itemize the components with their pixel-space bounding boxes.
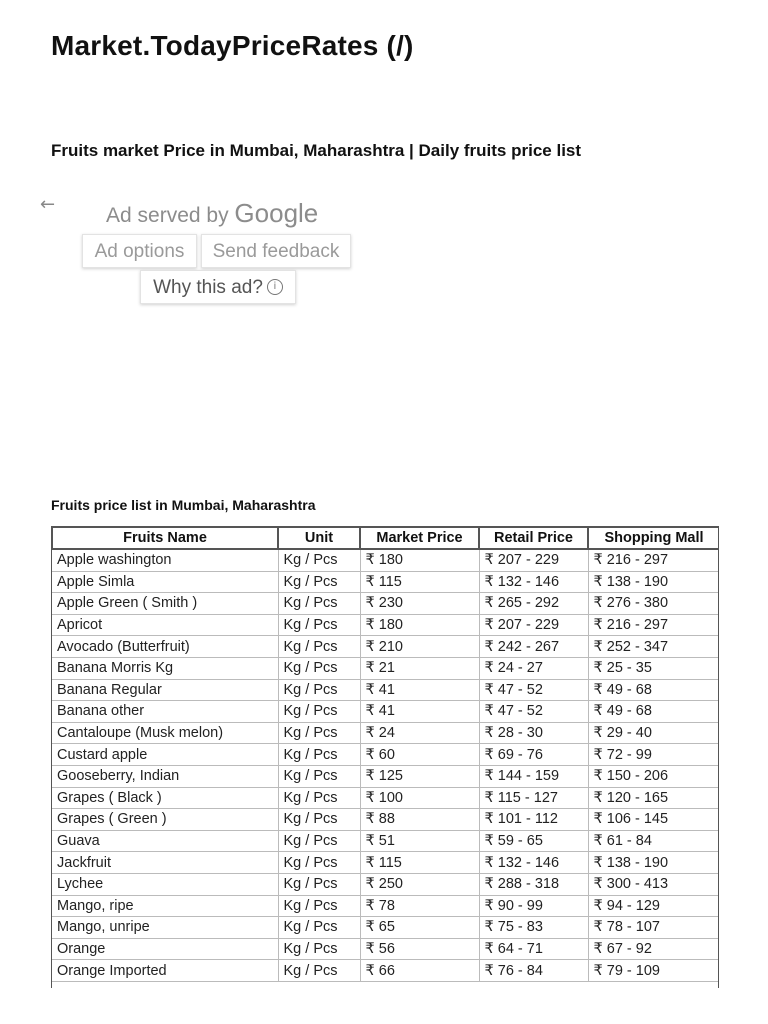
cell-retail-price: ₹ 101 - 112	[479, 809, 588, 831]
cell-retail-price: ₹ 59 - 65	[479, 830, 588, 852]
cell-unit: Kg / Pcs	[278, 895, 360, 917]
cell-retail-price: ₹ 132 - 146	[479, 852, 588, 874]
cell-shopping-mall: ₹ 276 - 380	[588, 593, 719, 615]
table-row	[52, 938, 719, 960]
cell-shopping-mall: ₹ 216 - 297	[588, 614, 719, 636]
ad-served-by	[106, 198, 318, 229]
cell-shopping-mall: ₹ 49 - 68	[588, 679, 719, 701]
cell-fruit-name: Cantaloupe (Musk melon)	[52, 722, 278, 744]
table-row	[52, 636, 719, 658]
cell-market-price: ₹ 115	[360, 571, 479, 593]
cell-fruit-name: Grapes ( Green )	[52, 809, 278, 831]
cell-market-price: ₹ 115	[360, 852, 479, 874]
cell-retail-price: ₹ 288 - 318	[479, 873, 588, 895]
info-circle-icon: i	[267, 279, 283, 295]
cell-fruit-name: Gooseberry, Indian	[52, 765, 278, 787]
cell-retail-price: ₹ 207 - 229	[479, 549, 588, 571]
cell-market-price: ₹ 78	[360, 895, 479, 917]
table-row	[52, 895, 719, 917]
cell-fruit-name: Banana Regular	[52, 679, 278, 701]
cell-retail-price: ₹ 24 - 27	[479, 657, 588, 679]
cell-shopping-mall: ₹ 106 - 145	[588, 809, 719, 831]
why-this-ad-button[interactable]	[140, 270, 296, 304]
cell-shopping-mall: ₹ 25 - 35	[588, 657, 719, 679]
table-row	[52, 873, 719, 895]
ad-served-label: Ad served by	[106, 204, 229, 227]
table-row	[52, 917, 719, 939]
cell-retail-price: ₹ 47 - 52	[479, 701, 588, 723]
table-row	[52, 744, 719, 766]
cell-unit: Kg / Pcs	[278, 765, 360, 787]
cell-market-price: ₹ 41	[360, 701, 479, 723]
cell-fruit-name: Custard apple	[52, 744, 278, 766]
cell-unit: Kg / Pcs	[278, 593, 360, 615]
cell-shopping-mall: ₹ 138 - 190	[588, 571, 719, 593]
cell-retail-price: ₹ 76 - 84	[479, 960, 588, 982]
cell-shopping-mall: ₹ 67 - 92	[588, 938, 719, 960]
google-logo: Google	[234, 198, 319, 228]
cell-market-price: ₹ 21	[360, 657, 479, 679]
cell-shopping-mall: ₹ 216 - 297	[588, 549, 719, 571]
cell-retail-price: ₹ 90 - 99	[479, 895, 588, 917]
cell-retail-price: ₹ 207 - 229	[479, 614, 588, 636]
cell-retail-price: ₹ 115 - 127	[479, 787, 588, 809]
cell-shopping-mall: ₹ 252 - 347	[588, 636, 719, 658]
cell-retail-price: ₹ 64 - 71	[479, 938, 588, 960]
cell-retail-price: ₹ 265 - 292	[479, 593, 588, 615]
cell-retail-price: ₹ 69 - 76	[479, 744, 588, 766]
cell-market-price: ₹ 180	[360, 614, 479, 636]
table-row	[52, 787, 719, 809]
cell-fruit-name: Apple washington	[52, 549, 278, 571]
table-row	[52, 571, 719, 593]
header-unit: Unit	[278, 527, 360, 549]
cell-fruit-name: Banana other	[52, 701, 278, 723]
cell-shopping-mall: ₹ 72 - 99	[588, 744, 719, 766]
cell-retail-price: ₹ 242 - 267	[479, 636, 588, 658]
cell-market-price: ₹ 56	[360, 938, 479, 960]
cell-fruit-name: Avocado (Butterfruit)	[52, 636, 278, 658]
cell-unit: Kg / Pcs	[278, 636, 360, 658]
cell-unit: Kg / Pcs	[278, 722, 360, 744]
table-body	[52, 549, 719, 981]
cell-market-price: ₹ 230	[360, 593, 479, 615]
cell-unit: Kg / Pcs	[278, 873, 360, 895]
table-header-row	[52, 527, 719, 549]
why-this-ad-label: Why this ad?	[153, 277, 263, 298]
table-row	[52, 701, 719, 723]
cell-unit: Kg / Pcs	[278, 744, 360, 766]
cell-fruit-name: Apricot	[52, 614, 278, 636]
cell-unit: Kg / Pcs	[278, 657, 360, 679]
price-table	[51, 526, 719, 982]
cell-market-price: ₹ 41	[360, 679, 479, 701]
cell-unit: Kg / Pcs	[278, 809, 360, 831]
cell-unit: Kg / Pcs	[278, 917, 360, 939]
cell-fruit-name: Jackfruit	[52, 852, 278, 874]
cell-market-price: ₹ 100	[360, 787, 479, 809]
cell-shopping-mall: ₹ 150 - 206	[588, 765, 719, 787]
cell-unit: Kg / Pcs	[278, 830, 360, 852]
cell-unit: Kg / Pcs	[278, 852, 360, 874]
header-fruits-name: Fruits Name	[52, 527, 278, 549]
cell-shopping-mall: ₹ 120 - 165	[588, 787, 719, 809]
cell-market-price: ₹ 250	[360, 873, 479, 895]
table-row	[52, 614, 719, 636]
cell-retail-price: ₹ 144 - 159	[479, 765, 588, 787]
cell-shopping-mall: ₹ 79 - 109	[588, 960, 719, 982]
cell-fruit-name: Banana Morris Kg	[52, 657, 278, 679]
table-row	[52, 679, 719, 701]
cell-market-price: ₹ 60	[360, 744, 479, 766]
cell-unit: Kg / Pcs	[278, 938, 360, 960]
cell-fruit-name: Mango, unripe	[52, 917, 278, 939]
cell-unit: Kg / Pcs	[278, 571, 360, 593]
cell-fruit-name: Guava	[52, 830, 278, 852]
cell-fruit-name: Orange Imported	[52, 960, 278, 982]
cell-unit: Kg / Pcs	[278, 549, 360, 571]
cell-market-price: ₹ 51	[360, 830, 479, 852]
arrow-left-icon[interactable]: ←	[40, 194, 56, 215]
cell-shopping-mall: ₹ 49 - 68	[588, 701, 719, 723]
cell-unit: Kg / Pcs	[278, 679, 360, 701]
cell-shopping-mall: ₹ 61 - 84	[588, 830, 719, 852]
cell-fruit-name: Apple Simla	[52, 571, 278, 593]
cell-shopping-mall: ₹ 94 - 129	[588, 895, 719, 917]
table-row	[52, 549, 719, 571]
price-table-container	[51, 526, 719, 988]
table-row	[52, 765, 719, 787]
cell-retail-price: ₹ 132 - 146	[479, 571, 588, 593]
cell-unit: Kg / Pcs	[278, 787, 360, 809]
cell-fruit-name: Grapes ( Black )	[52, 787, 278, 809]
cell-retail-price: ₹ 28 - 30	[479, 722, 588, 744]
cell-fruit-name: Lychee	[52, 873, 278, 895]
cell-retail-price: ₹ 47 - 52	[479, 679, 588, 701]
cell-fruit-name: Orange	[52, 938, 278, 960]
cell-shopping-mall: ₹ 300 - 413	[588, 873, 719, 895]
cell-market-price: ₹ 65	[360, 917, 479, 939]
cell-shopping-mall: ₹ 138 - 190	[588, 852, 719, 874]
cell-market-price: ₹ 66	[360, 960, 479, 982]
header-market-price: Market Price	[360, 527, 479, 549]
ad-options-button[interactable]: Ad options	[82, 234, 197, 268]
cell-market-price: ₹ 24	[360, 722, 479, 744]
cell-shopping-mall: ₹ 29 - 40	[588, 722, 719, 744]
cell-fruit-name: Mango, ripe	[52, 895, 278, 917]
table-caption: Fruits price list in Mumbai, Maharashtra	[51, 497, 316, 513]
cell-fruit-name: Apple Green ( Smith )	[52, 593, 278, 615]
cell-unit: Kg / Pcs	[278, 614, 360, 636]
page-heading: Fruits market Price in Mumbai, Maharashtra | Daily fruits price list	[51, 141, 582, 160]
cell-market-price: ₹ 180	[360, 549, 479, 571]
header-shopping-mall: Shopping Mall	[588, 527, 719, 549]
send-feedback-button[interactable]: Send feedback	[201, 234, 351, 268]
table-row	[52, 657, 719, 679]
table-row	[52, 593, 719, 615]
cell-unit: Kg / Pcs	[278, 960, 360, 982]
table-row	[52, 830, 719, 852]
cell-market-price: ₹ 125	[360, 765, 479, 787]
cell-retail-price: ₹ 75 - 83	[479, 917, 588, 939]
cell-unit: Kg / Pcs	[278, 701, 360, 723]
site-title-link[interactable]: Market.TodayPriceRates (/)	[51, 30, 414, 61]
table-row	[52, 722, 719, 744]
table-row	[52, 852, 719, 874]
header-retail-price: Retail Price	[479, 527, 588, 549]
cell-market-price: ₹ 88	[360, 809, 479, 831]
table-row	[52, 960, 719, 982]
cell-market-price: ₹ 210	[360, 636, 479, 658]
cell-shopping-mall: ₹ 78 - 107	[588, 917, 719, 939]
table-row	[52, 809, 719, 831]
